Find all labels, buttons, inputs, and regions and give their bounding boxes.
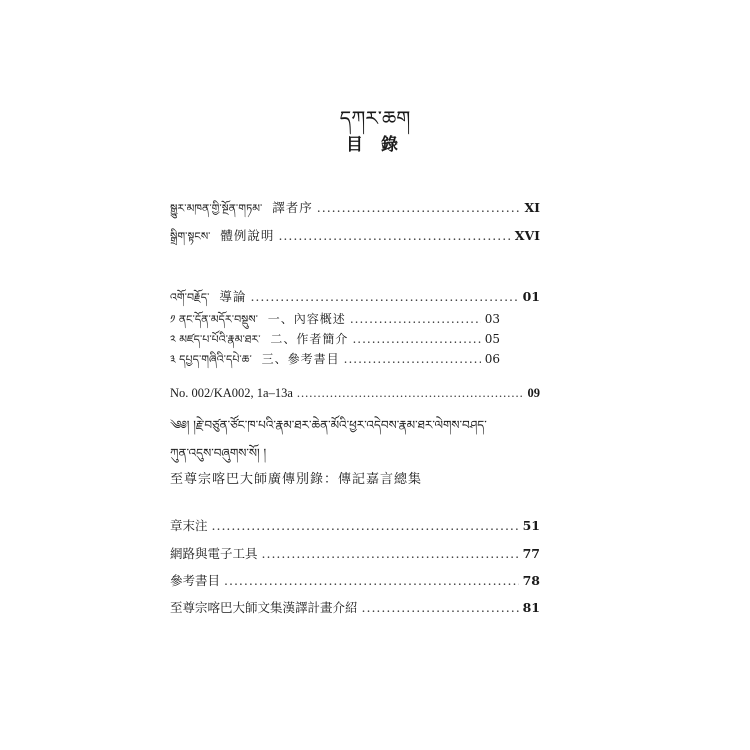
entry-reference: No. 002/KA002, 1a–13a bbox=[170, 386, 293, 400]
entry-page-number: 81 bbox=[522, 600, 540, 615]
toc-entry-translator-preface[interactable] bbox=[170, 196, 540, 227]
toc-entry-translation-project[interactable] bbox=[170, 598, 540, 616]
dot-leader bbox=[278, 228, 510, 243]
entry-page-number: 05 bbox=[484, 332, 500, 346]
toc-subentry-bibliography[interactable] bbox=[170, 347, 500, 378]
entry-page-number: 01 bbox=[522, 289, 540, 304]
toc-entry-conventions[interactable] bbox=[170, 224, 540, 255]
entry-page-number: 51 bbox=[522, 518, 540, 533]
entry-tibetan-label: སྒྱུར་མཁན་གྱི་སྔོན་གཏམ་ bbox=[170, 202, 263, 215]
entry-chinese-label: 至尊宗喀巴大師文集漢譯計畫介紹 bbox=[170, 600, 358, 615]
page-title-chinese: 目 錄 bbox=[346, 135, 404, 155]
page-title-tibetan: དཀར་ཆག bbox=[339, 106, 411, 130]
entry-chinese-label: 一、內容概述 bbox=[267, 312, 346, 326]
entry-tibetan-label: ༡ ནང་དོན་མདོར་བསྡུས་ bbox=[170, 313, 258, 326]
main-text-tibetan-title-line1: ༄༅། །རྗེ་བཙུན་ཙོང་ཁ་པའི་རྣམ་ཐར་ཆེན་མོའི་ཕྱར་འདེབས་རྣམ་ཐར་ལེགས་བཤད་ bbox=[170, 418, 487, 432]
entry-chinese-label: 網路與電子工具 bbox=[170, 546, 258, 561]
entry-page-number: 09 bbox=[527, 386, 540, 400]
dot-leader bbox=[297, 386, 524, 401]
entry-page-number: XI bbox=[524, 200, 540, 215]
toc-entry-endnotes[interactable] bbox=[170, 516, 540, 534]
entry-tibetan-label: ༢ མཛད་པ་པོའི་རྣམ་ཐར་ bbox=[170, 333, 261, 346]
toc-entry-online-tools[interactable] bbox=[170, 544, 540, 562]
entry-tibetan-label: སྒྲིག་སྟངས་ bbox=[170, 230, 211, 243]
dot-leader bbox=[350, 312, 481, 326]
entry-tibetan-label: འགོ་བརྗོད་ bbox=[170, 291, 210, 304]
entry-chinese-label: 體例說明 bbox=[220, 228, 275, 243]
dot-leader bbox=[224, 573, 519, 588]
main-text-chinese-title: 至尊宗喀巴大師廣傳別錄：傳記嘉言總集 bbox=[170, 472, 423, 487]
entry-chinese-label: 導論 bbox=[219, 289, 247, 304]
entry-chinese-label: 譯者序 bbox=[272, 200, 313, 215]
entry-chinese-label: 三、參考書目 bbox=[261, 352, 340, 366]
entry-chinese-label: 參考書目 bbox=[170, 573, 221, 588]
entry-page-number: 77 bbox=[522, 546, 540, 561]
dot-leader bbox=[362, 600, 519, 615]
entry-page-number: 78 bbox=[522, 573, 540, 588]
dot-leader bbox=[317, 200, 521, 215]
main-text-tibetan-title-line2: ཀུན་འདུས་བཞུགས་སོ། ། bbox=[170, 446, 267, 460]
entry-page-number: XVI bbox=[514, 228, 540, 243]
dot-leader bbox=[262, 546, 519, 561]
toc-entry-main-text[interactable] bbox=[170, 386, 540, 401]
entry-page-number: 03 bbox=[484, 312, 500, 326]
entry-chinese-label: 章末注 bbox=[170, 518, 208, 533]
dot-leader bbox=[344, 352, 481, 366]
dot-leader bbox=[212, 518, 519, 533]
entry-tibetan-label: ༣ དཔྱད་གཞིའི་དཔེ་ཆ་ bbox=[170, 353, 252, 366]
entry-page-number: 06 bbox=[484, 352, 500, 366]
dot-leader bbox=[250, 289, 518, 304]
dot-leader bbox=[352, 332, 480, 346]
entry-chinese-label: 二、作者簡介 bbox=[270, 332, 349, 346]
toc-entry-references[interactable] bbox=[170, 571, 540, 589]
